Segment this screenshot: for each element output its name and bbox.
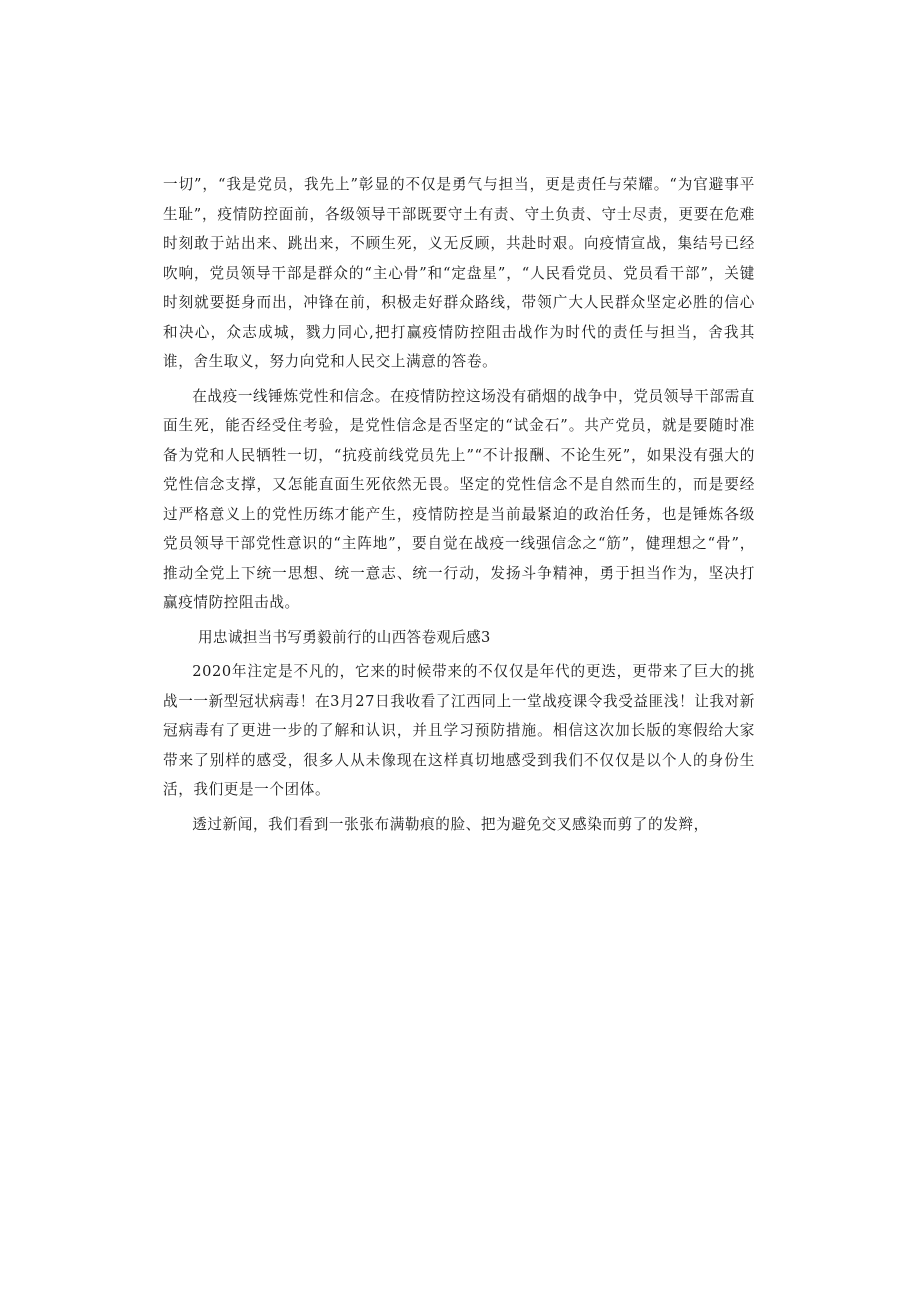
paragraph-continuation: 一切”，“我是党员，我先上”彰显的不仅是勇气与担当，更是责任与荣耀。“为官避事平生耻”，疫情防控面前，各级领导干部既要守土有责、守土负责、守士尽责，更要在危难时刻敢于站出来、跳出来，不顾生死，义无反顾，共赴时艰。向疫情宣战，集结号已经吹响，党员领导干部是群众的“主心骨”和“定盘星”，“人民看党员、党员看干部”，关键时刻就要挺身而出，冲锋在前，积极走好群众路线，带领广大人民群众坚定必胜的信心和决心，众志成城，戮力同心,把打赢疫情防控阻击战作为时代的责任与担当，舍我其谁，舍生取义，努力向党和人民交上满意的答卷。 — [163, 176, 755, 370]
paragraph-party-spirit: 在战疫一线锤炼党性和信念。在疫情防控这场没有硝烟的战争中，党员领导干部需直面生死，能否经受住考验，是党性信念是否坚定的“试金石”。共产党员，就是要随时准备为党和人民牺牲一切，“抗疫前线党员先上”“不计报酬、不论生死”，如果没有强大的党性信念支撑，又怎能直面生死依然无畏。坚定的党性信念不是自然而生的，而是要经过严格意义上的党性历练才能产生，疫情防控是当前最紧迫的政治任务，也是锤炼各级党员领导干部党性意识的“主阵地”，要自觉在战疫一线强信念之“筋”，健理想之“骨”，推动全党上下统一思想、统一意志、统一行动，发扬斗争精神，勇于担当作为，坚决打赢疫情防控阻击战。 — [163, 387, 755, 611]
document-body — [163, 170, 755, 844]
paragraph-2020: 2020年注定是不凡的，它来的时候带来的不仅仅是年代的更迭，更带来了巨大的挑战一一新型冠状病毒！在3月27日我收看了江西同上一堂战疫课令我受益匪浅！让我对新冠病毒有了更进一步的了解和认识，并且学习预防措施。相信这次加长版的寒假给大家带来了别样的感受，很多人从未像现在这样真切地感受到我们不仅仅是以个人的身份生活，我们更是一个团体。 — [163, 663, 755, 798]
paragraph-news: 透过新闻，我们看到一张张布满勒痕的脸、把为避免交叉感染而剪了的发辫， — [192, 815, 709, 833]
section-heading: 用忠诚担当书写勇毅前行的山西答卷观后感3 — [198, 628, 491, 646]
